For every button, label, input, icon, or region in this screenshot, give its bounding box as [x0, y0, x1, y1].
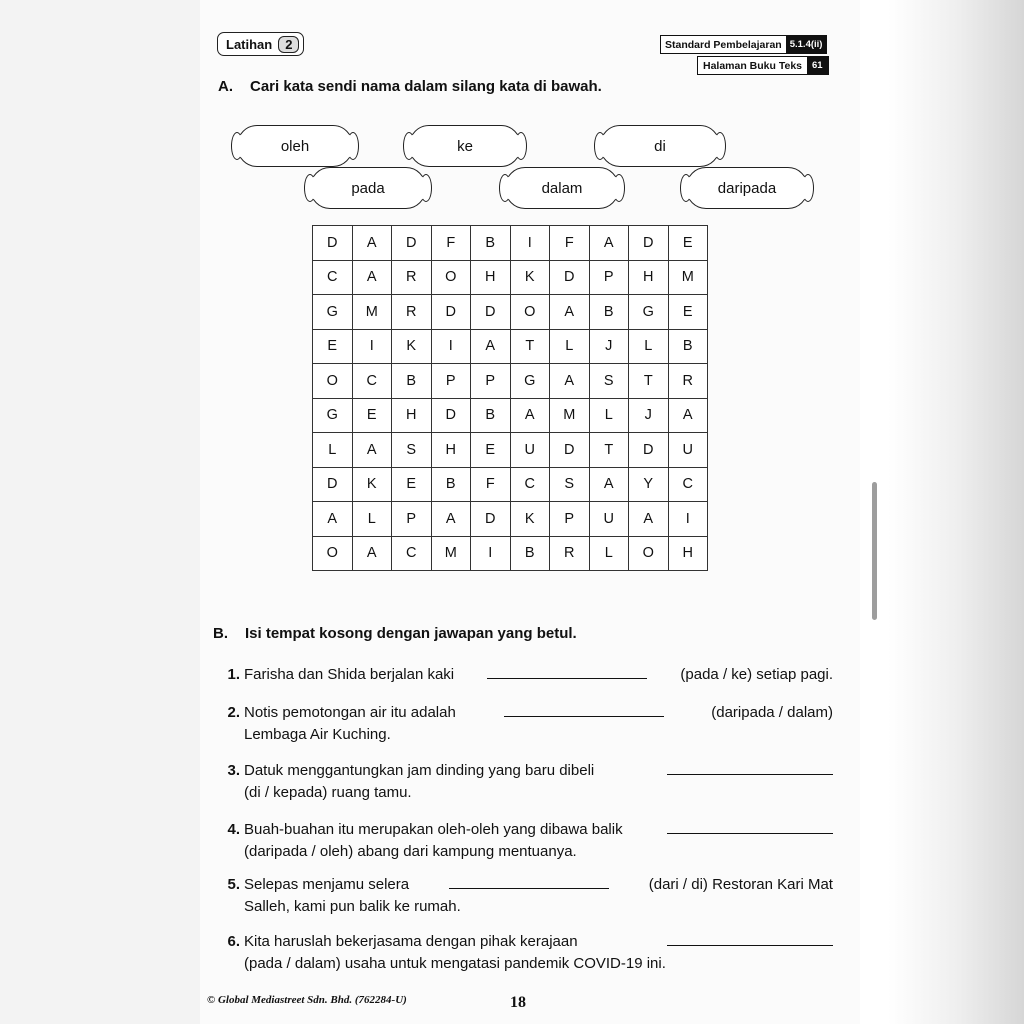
- grid-row: [313, 502, 708, 537]
- grid-cell[interactable]: M: [550, 398, 590, 433]
- grid-cell[interactable]: D: [629, 433, 669, 468]
- grid-cell[interactable]: C: [392, 536, 432, 571]
- grid-cell[interactable]: A: [352, 433, 392, 468]
- grid-cell[interactable]: D: [313, 226, 353, 261]
- grid-cell[interactable]: R: [550, 536, 590, 571]
- grid-cell[interactable]: A: [313, 502, 353, 537]
- grid-cell[interactable]: T: [629, 364, 669, 399]
- answer-blank[interactable]: [667, 760, 833, 775]
- grid-cell[interactable]: L: [550, 329, 590, 364]
- section-b-letter: B.: [213, 625, 228, 642]
- question-continuation: (daripada / oleh) abang dari kampung mentuanya.: [244, 843, 577, 860]
- grid-cell[interactable]: J: [589, 329, 629, 364]
- grid-cell[interactable]: D: [392, 226, 432, 261]
- grid-row: [313, 433, 708, 468]
- grid-cell[interactable]: Y: [629, 467, 669, 502]
- grid-cell[interactable]: A: [352, 260, 392, 295]
- grid-cell[interactable]: L: [313, 433, 353, 468]
- word-cloud: pada: [310, 167, 426, 209]
- grid-cell[interactable]: O: [510, 295, 550, 330]
- grid-cell[interactable]: A: [629, 502, 669, 537]
- grid-row: [313, 295, 708, 330]
- grid-cell[interactable]: E: [471, 433, 511, 468]
- grid-cell[interactable]: D: [431, 398, 471, 433]
- answer-blank[interactable]: [667, 819, 833, 834]
- grid-cell[interactable]: A: [431, 502, 471, 537]
- grid-cell[interactable]: I: [471, 536, 511, 571]
- grid-cell[interactable]: H: [471, 260, 511, 295]
- grid-cell[interactable]: J: [629, 398, 669, 433]
- grid-cell[interactable]: M: [431, 536, 471, 571]
- grid-cell[interactable]: A: [550, 364, 590, 399]
- word-cloud: di: [600, 125, 720, 167]
- grid-cell[interactable]: G: [510, 364, 550, 399]
- grid-cell[interactable]: T: [510, 329, 550, 364]
- grid-cell[interactable]: K: [510, 260, 550, 295]
- grid-cell[interactable]: D: [550, 433, 590, 468]
- grid-cell[interactable]: L: [629, 329, 669, 364]
- grid-cell[interactable]: E: [668, 295, 708, 330]
- answer-blank[interactable]: [667, 931, 833, 946]
- section-b-instruction: Isi tempat kosong dengan jawapan yang betul.: [245, 625, 577, 642]
- grid-cell[interactable]: M: [668, 260, 708, 295]
- section-b-heading: [213, 625, 577, 642]
- grid-cell[interactable]: A: [668, 398, 708, 433]
- grid-cell[interactable]: I: [510, 226, 550, 261]
- word-cloud: daripada: [686, 167, 808, 209]
- grid-cell[interactable]: P: [431, 364, 471, 399]
- grid-cell[interactable]: O: [629, 536, 669, 571]
- grid-cell[interactable]: S: [589, 364, 629, 399]
- question-text: Farisha dan Shida berjalan kaki: [244, 666, 455, 683]
- grid-cell[interactable]: F: [550, 226, 590, 261]
- section-a-heading: [218, 78, 602, 95]
- question-continuation: (di / kepada) ruang tamu.: [244, 784, 412, 801]
- grid-row: [313, 467, 708, 502]
- grid-cell[interactable]: H: [629, 260, 669, 295]
- word-cloud: dalam: [505, 167, 619, 209]
- word-cloud: oleh: [237, 125, 353, 167]
- grid-cell[interactable]: R: [668, 364, 708, 399]
- grid-cell[interactable]: M: [352, 295, 392, 330]
- grid-row: [313, 226, 708, 261]
- grid-cell[interactable]: B: [668, 329, 708, 364]
- grid-cell[interactable]: A: [550, 295, 590, 330]
- standard-value: 5.1.4(ii): [786, 36, 827, 53]
- grid-cell[interactable]: O: [431, 260, 471, 295]
- grid-cell[interactable]: B: [392, 364, 432, 399]
- grid-cell[interactable]: B: [471, 398, 511, 433]
- question-number: 4.: [227, 821, 240, 838]
- grid-cell[interactable]: T: [589, 433, 629, 468]
- latihan-badge: [217, 32, 304, 56]
- grid-cell[interactable]: E: [392, 467, 432, 502]
- grid-cell[interactable]: B: [431, 467, 471, 502]
- grid-row: [313, 260, 708, 295]
- copyright-notice: © Global Mediastreet Sdn. Bhd. (762284-U): [207, 994, 407, 1006]
- grid-cell[interactable]: U: [668, 433, 708, 468]
- grid-cell[interactable]: B: [510, 536, 550, 571]
- textbook-page-tag: [697, 56, 829, 75]
- question-continuation: Salleh, kami pun balik ke rumah.: [244, 898, 461, 915]
- grid-cell[interactable]: A: [352, 536, 392, 571]
- grid-cell[interactable]: P: [392, 502, 432, 537]
- grid-cell[interactable]: I: [431, 329, 471, 364]
- grid-cell[interactable]: A: [510, 398, 550, 433]
- grid-cell[interactable]: F: [431, 226, 471, 261]
- latihan-number: 2: [278, 36, 299, 53]
- grid-cell[interactable]: C: [352, 364, 392, 399]
- section-a-letter: A.: [218, 78, 233, 95]
- question-options: (daripada / dalam): [711, 704, 833, 721]
- question-options: (pada / ke) setiap pagi.: [680, 666, 833, 683]
- grid-cell[interactable]: K: [510, 502, 550, 537]
- answer-blank[interactable]: [487, 664, 647, 679]
- page-number: 18: [510, 994, 526, 1011]
- grid-cell[interactable]: S: [550, 467, 590, 502]
- question-text: Notis pemotongan air itu adalah: [244, 704, 456, 721]
- grid-cell[interactable]: H: [431, 433, 471, 468]
- section-a-instruction: Cari kata sendi nama dalam silang kata di bawah.: [250, 78, 602, 95]
- question-number: 2.: [227, 704, 240, 721]
- grid-row: [313, 364, 708, 399]
- grid-cell[interactable]: G: [313, 398, 353, 433]
- grid-cell[interactable]: A: [352, 226, 392, 261]
- grid-cell[interactable]: E: [668, 226, 708, 261]
- grid-cell[interactable]: K: [352, 467, 392, 502]
- question-continuation: Lembaga Air Kuching.: [244, 726, 391, 743]
- answer-blank[interactable]: [504, 702, 664, 717]
- question-text: Buah-buahan itu merupakan oleh-oleh yang dibawa balik: [244, 821, 623, 838]
- question-number: 6.: [227, 933, 240, 950]
- grid-cell[interactable]: C: [313, 260, 353, 295]
- grid-cell[interactable]: O: [313, 364, 353, 399]
- question-number: 5.: [227, 876, 240, 893]
- grid-cell[interactable]: U: [510, 433, 550, 468]
- grid-cell[interactable]: D: [313, 467, 353, 502]
- question-number: 3.: [227, 762, 240, 779]
- grid-cell[interactable]: E: [313, 329, 353, 364]
- grid-cell[interactable]: G: [629, 295, 669, 330]
- word-cloud: ke: [409, 125, 521, 167]
- page-edge-shadow: [854, 0, 1024, 1024]
- textbook-label: Halaman Buku Teks: [703, 59, 803, 72]
- grid-cell[interactable]: I: [668, 502, 708, 537]
- grid-cell[interactable]: A: [471, 329, 511, 364]
- grid-cell[interactable]: H: [668, 536, 708, 571]
- answer-blank[interactable]: [449, 874, 609, 889]
- grid-cell[interactable]: D: [629, 226, 669, 261]
- grid-cell[interactable]: L: [589, 536, 629, 571]
- grid-cell[interactable]: C: [510, 467, 550, 502]
- standard-label: Standard Pembelajaran: [665, 38, 782, 51]
- grid-cell[interactable]: L: [352, 502, 392, 537]
- textbook-value: 61: [807, 57, 828, 74]
- grid-cell[interactable]: D: [471, 502, 511, 537]
- grid-cell[interactable]: E: [352, 398, 392, 433]
- standard-pembelajaran-tag: [660, 35, 827, 54]
- grid-cell[interactable]: D: [431, 295, 471, 330]
- grid-cell[interactable]: R: [392, 260, 432, 295]
- grid-cell[interactable]: H: [392, 398, 432, 433]
- grid-cell[interactable]: P: [471, 364, 511, 399]
- question-text: Datuk menggantungkan jam dinding yang baru dibeli: [244, 762, 595, 779]
- grid-cell[interactable]: O: [313, 536, 353, 571]
- question-options: (dari / di) Restoran Kari Mat: [648, 876, 833, 893]
- grid-cell[interactable]: A: [589, 467, 629, 502]
- question-text: Kita haruslah bekerjasama dengan pihak kerajaan: [244, 933, 578, 950]
- grid-cell[interactable]: P: [589, 260, 629, 295]
- question-continuation: (pada / dalam) usaha untuk mengatasi pandemik COVID-19 ini.: [244, 955, 666, 972]
- grid-cell[interactable]: S: [392, 433, 432, 468]
- grid-cell[interactable]: P: [550, 502, 590, 537]
- grid-cell[interactable]: B: [589, 295, 629, 330]
- grid-cell[interactable]: D: [550, 260, 590, 295]
- grid-cell[interactable]: L: [589, 398, 629, 433]
- latihan-label: Latihan: [226, 36, 273, 52]
- grid-cell[interactable]: I: [352, 329, 392, 364]
- question-number: 1.: [227, 666, 240, 683]
- grid-cell[interactable]: B: [471, 226, 511, 261]
- question-text: Selepas menjamu selera: [244, 876, 410, 893]
- grid-cell[interactable]: C: [668, 467, 708, 502]
- grid-cell[interactable]: R: [392, 295, 432, 330]
- word-search-grid: [312, 225, 708, 571]
- grid-row: [313, 536, 708, 571]
- scrollbar-thumb[interactable]: [872, 482, 877, 620]
- grid-cell[interactable]: D: [471, 295, 511, 330]
- grid-cell[interactable]: A: [589, 226, 629, 261]
- grid-cell[interactable]: G: [313, 295, 353, 330]
- grid-cell[interactable]: U: [589, 502, 629, 537]
- grid-row: [313, 329, 708, 364]
- grid-cell[interactable]: F: [471, 467, 511, 502]
- grid-cell[interactable]: K: [392, 329, 432, 364]
- grid-row: [313, 398, 708, 433]
